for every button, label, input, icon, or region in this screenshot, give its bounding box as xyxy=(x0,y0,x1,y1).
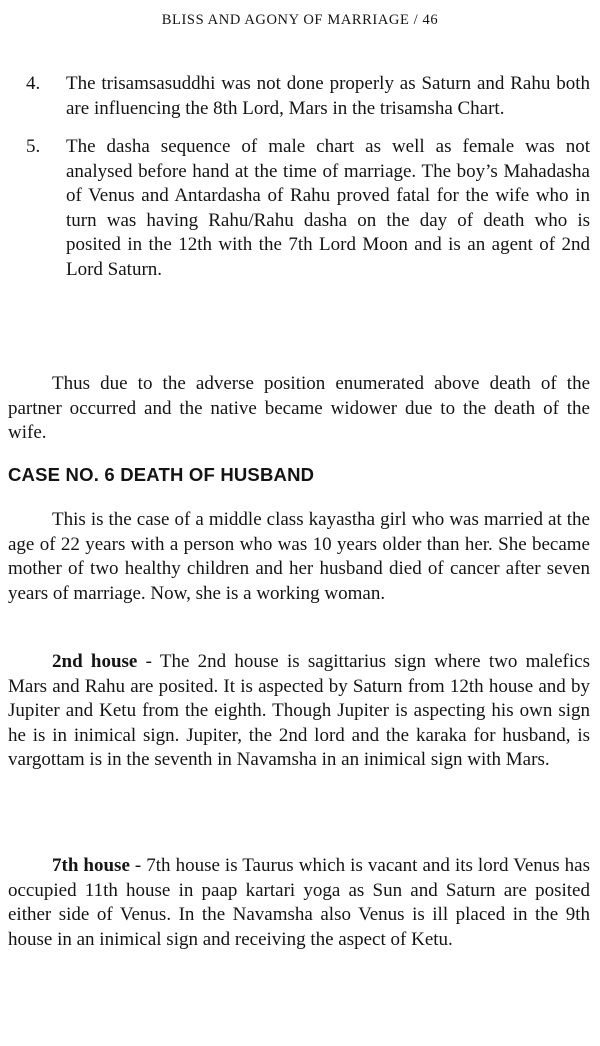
case-heading: CASE NO. 6 DEATH OF HUSBAND xyxy=(8,464,315,485)
list-item-text: The trisamsasuddhi was not done properly as Saturn and Rahu both are influencing the 8th Lord, Mars in the trisamsha Chart. xyxy=(66,73,590,119)
list-item-text: The dasha sequence of male chart as well as female was not analysed before hand at the time of marriage. The boy’s Mahadasha of Venus and Antardasha of Rahu proved fatal for the wife who in turn was having Rahu/Rahu dasha on the day of death who is posited in the 12th with the 7th Lord Moon and is an agent of 2nd Lord Saturn. xyxy=(66,136,590,280)
list-item-number: 4. xyxy=(26,73,41,94)
numbered-list xyxy=(0,72,600,296)
list-item xyxy=(0,135,600,282)
seventh-house-text: - 7th house is Taurus which is vacant and its lord Venus has occupied 11th house in paap kartari yoga as Sun and Saturn are posited either side of Venus. In the Navamsha also Venus is ill placed in the 9th house in an inimical sign and receiving the aspect of Ketu. xyxy=(8,855,590,950)
running-head: BLISS AND AGONY OF MARRIAGE / 46 xyxy=(161,12,439,28)
conclusion-paragraph: Thus due to the adverse position enumerated above death of the partner occurred and the native became widower due to the death of the wife. xyxy=(8,373,590,443)
seventh-house-paragraph xyxy=(8,854,590,952)
second-house-label: 2nd house xyxy=(52,651,138,672)
second-house-text: - The 2nd house is sagittarius sign where two malefics Mars and Rahu are posited. It is aspected by Saturn from 12th house and by Jupiter and Ketu from the eighth. Though Jupiter is aspecting his own sign he is in inimical sign. Jupiter, the 2nd lord and the karaka for husband, is vargottam is in the seventh in Navamsha in an inimical sign with Mars. xyxy=(8,651,590,770)
second-house-paragraph xyxy=(8,650,590,773)
case-intro-paragraph: This is the case of a middle class kayastha girl who was married at the age of 22 years with a person who was 10 years older than her. She became mother of two healthy children and her husband died of cancer after seven years of marriage. Now, she is a working woman. xyxy=(8,509,590,604)
list-item xyxy=(0,72,600,121)
seventh-house-label: 7th house xyxy=(52,855,130,876)
list-item-number: 5. xyxy=(26,136,41,157)
